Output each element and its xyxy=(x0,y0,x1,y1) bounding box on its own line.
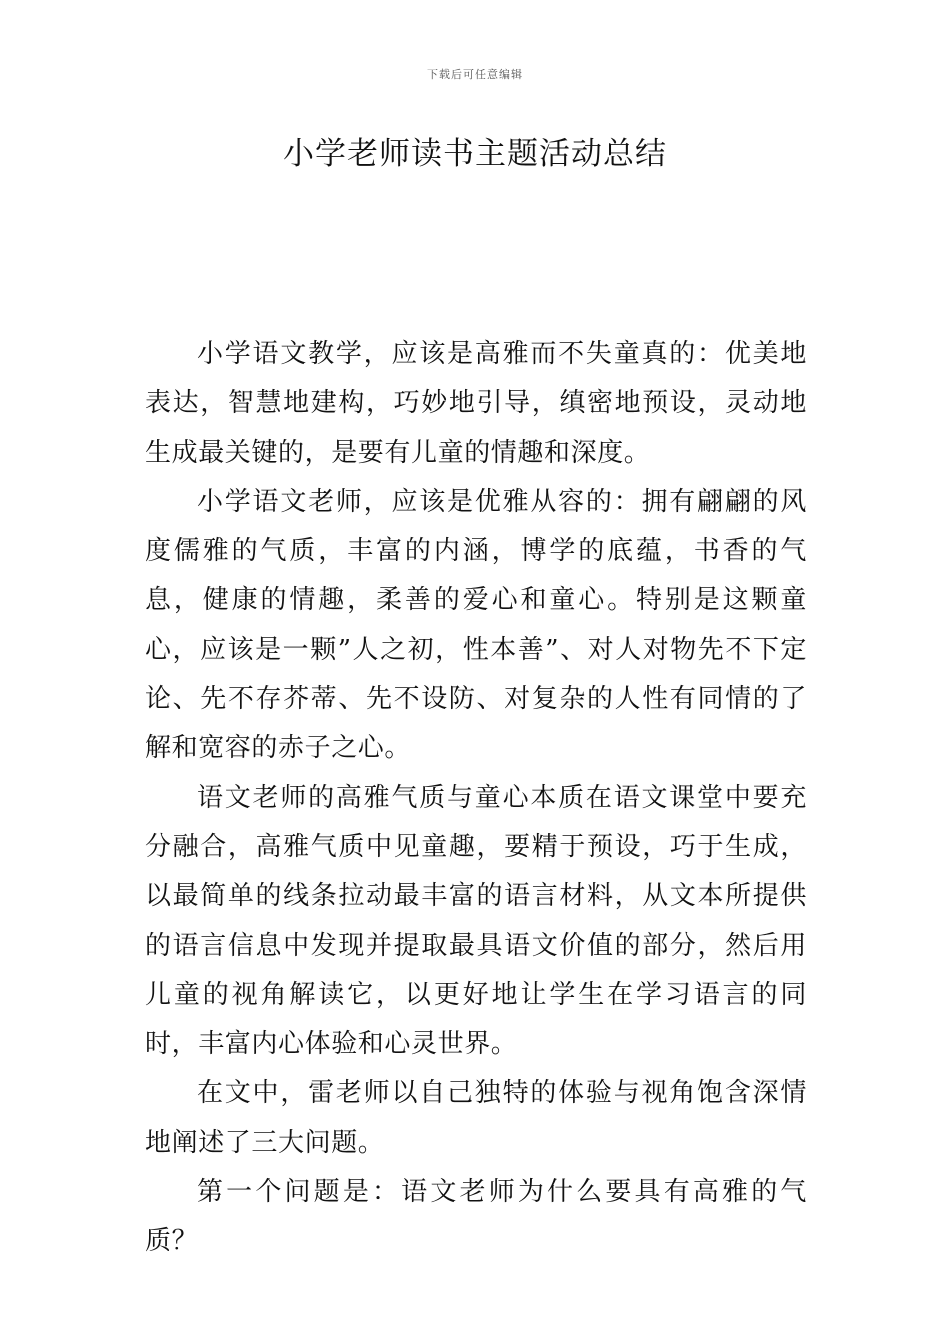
paragraph-4: 在文中，雷老师以自己独特的体验与视角饱含深情地阐述了三大问题。 xyxy=(145,1078,807,1158)
document-title: 小学老师读书主题活动总结 xyxy=(283,136,667,172)
paragraph-3: 语文老师的高雅气质与童心本质在语文课堂中要充分融合，高雅气质中见童趣，要精于预设，巧于生成，以最简单的线条拉动最丰富的语言材料，从文本所提供的语言信息中发现并提取最具语文价值的部分，然后用儿童的视角解读它，以更好地让学生在学习语言的同时，丰富内心体验和心灵世界。 xyxy=(145,782,807,1060)
document-body xyxy=(145,330,807,1267)
paragraph-1: 小学语文教学，应该是高雅而不失童真的：优美地表达，智慧地建构，巧妙地引导，缜密地预设，灵动地生成最关键的，是要有儿童的情趣和深度。 xyxy=(145,339,807,468)
header-note: 下载后可任意编辑 xyxy=(427,68,523,81)
paragraph-2: 小学语文老师，应该是优雅从容的：拥有翩翩的风度儒雅的气质，丰富的内涵，博学的底蕴，书香的气息，健康的情趣，柔善的爱心和童心。特别是这颗童心，应该是一颗”人之初，性本善”、对人对物先不下定论、先不存芥蒂、先不设防、对复杂的人性有同情的了解和宽容的赤子之心。 xyxy=(145,486,807,764)
paragraph-5: 第一个问题是：语文老师为什么要具有高雅的气质？ xyxy=(145,1177,807,1257)
